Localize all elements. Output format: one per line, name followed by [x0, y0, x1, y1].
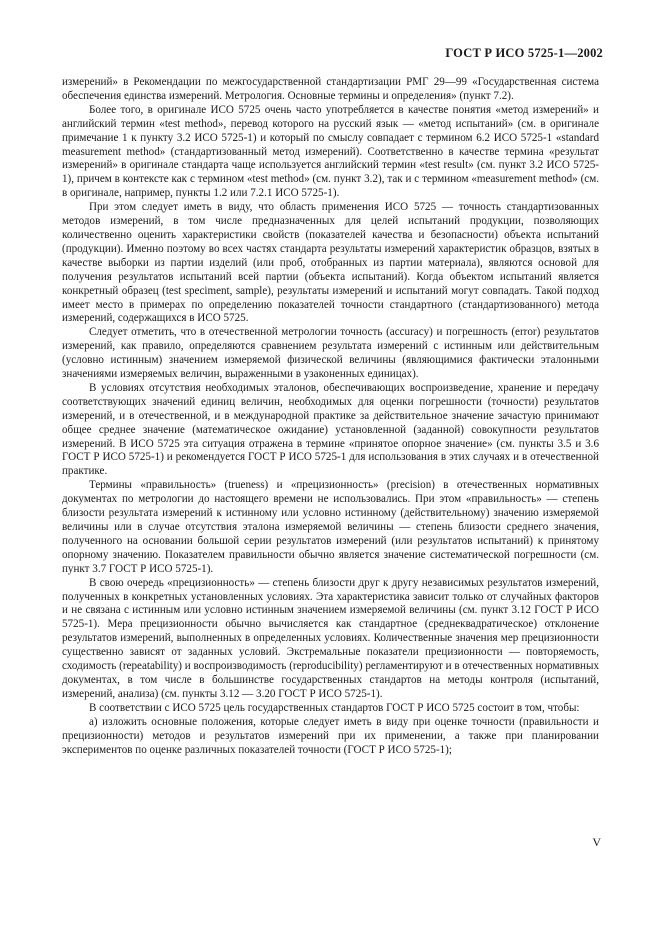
paragraph: Более того, в оригинале ИСО 5725 очень часто употребляется в качестве понятия «метод измерений» и английский термин «test method», перевод которого на русский язык — «метод испытаний» (см. в оригинале примечание 1 к пункту 3.2 ИСО 5725-1) и который по смыслу совпадает с термином 6.2 ИСО 5725-1 «standard measurement method» (стандартизованный метод измерений). Соответственно в качестве термина «результат измерений» в оригинале стандарта чаще используется английский термин «test result» (см. пункт 3.2 ИСО 5725-1), причем в контексте как с термином «test method» (см. пункт 3.2), так и с термином «measurement method» (см. в оригинале, например, пункты 1.2 или 7.2.1 ИСО 5725-1). — [62, 103, 599, 200]
paragraph-continuation: измерений» в Рекомендации по межгосударственной стандартизации РМГ 29—99 «Государственная система обеспечения единства измерений. Метрология. Основные термины и определения» (пункт 7.2). — [62, 76, 599, 102]
paragraph: В свою очередь «прецизионность» — степень близости друг к другу независимых результатов измерений, полученных в конкретных установленных условиях. Эта характеристика зависит только от случайных факторов и не связана с истинным или условно истинным значением измеряемой величины (см. пункт 3.12 ГОСТ Р ИСО 5725-1). Мера прецизионности обычно вычисляется как стандартное (среднеквадратическое) отклонение результатов измерений, выполненных в определенных условиях. Количественные значения мер прецизионности существенно зависят от заданных условий. Экстремальные показатели прецизионности — повторяемость, сходимость (repeatability) и воспроизводимость (reproducibility) регламентируют и в отечественных нормативных документах, в том числе в большинстве государственных стандартов на методы контроля (испытаний, измерений, анализа) (см. пункты 3.12 — 3.20 ГОСТ Р ИСО 5725-1). — [62, 576, 599, 700]
page-number: V — [592, 835, 601, 849]
paragraph: В соответствии с ИСО 5725 цель государственных стандартов ГОСТ Р ИСО 5725 состоит в том, чтобы: — [89, 701, 580, 714]
list-item-a: а) изложить основные положения, которые следует иметь в виду при оценке точности (правильности и прецизионности) методов и результатов измерений при их применении, а также при планировании экспериментов по оценке различных показателей точности (ГОСТ Р ИСО 5725-1); — [62, 715, 599, 756]
paragraph: При этом следует иметь в виду, что область применения ИСО 5725 — точность стандартизованных методов измерений, в том числе предназначенных для целей испытаний продукции, позволяющих количественно оценить характеристики свойств (показателей качества и безопасности) объекта испытаний (продукции). Именно поэтому во всех частях стандарта результаты измерений характеристик образцов, взятых в качестве выборки из партии изделий (или проб, отобранных из партии материала), являются основой для получения результатов испытаний всей партии (объекта испытаний). Когда объектом испытаний является конкретный образец (test speciment, sample), результаты измерений и испытаний могут совпадать. Такой подход имеет место в примерах по определению показателей точности стандартного (стандартизованного) метода измерений, содержащихся в ИСО 5725. — [62, 201, 599, 325]
running-header: ГОСТ Р ИСО 5725-1—2002 — [445, 46, 603, 60]
paragraph: Термины «правильность» (trueness) и «прецизионность» (precision) в отечественных нормативных документах по метрологии до настоящего времени не использовались. При этом «правильность» — степень близости результата измерений к истинному или условно истинному (действительному) значению измеряемой величины или в случае отсутствия эталона измеряемой величины — степень близости среднего значения, полученного на основании большой серии результатов измерений (или результатов испытаний) к принятому опорному значению. Показателем правильности обычно является значение систематической погрешности (см. пункт 3.7 ГОСТ Р ИСО 5725-1). — [62, 479, 599, 575]
paragraph: В условиях отсутствия необходимых эталонов, обеспечивающих воспроизведение, хранение и передачу соответствующих значений единиц величин, необходимых для оценки погрешности (точности) результатов измерений, и в отечественной, и в международной практике за действительное значение зачастую принимают общее среднее значение (математическое ожидание) установленной (заданной) совокупности результатов измерений. В ИСО 5725 эта ситуация отражена в термине «принятое опорное значение» (см. пункты 3.5 и 3.6 ГОСТ Р ИСО 5725-1) и рекомендуется ГОСТ Р ИСО 5725-1 для использования в этих случаях и в отечественной практике. — [62, 381, 599, 478]
paragraph: Следует отметить, что в отечественной метрологии точность (accuracy) и погрешность (error) результатов измерений, как правило, определяются сравнением результата измерений с истинным или действительным (условно истинным) значением измеряемой физической величины (являющимися фактически эталонными значениями измеряемых величин, выраженными в узаконенных единицах). — [62, 326, 599, 381]
body-text — [62, 76, 599, 757]
